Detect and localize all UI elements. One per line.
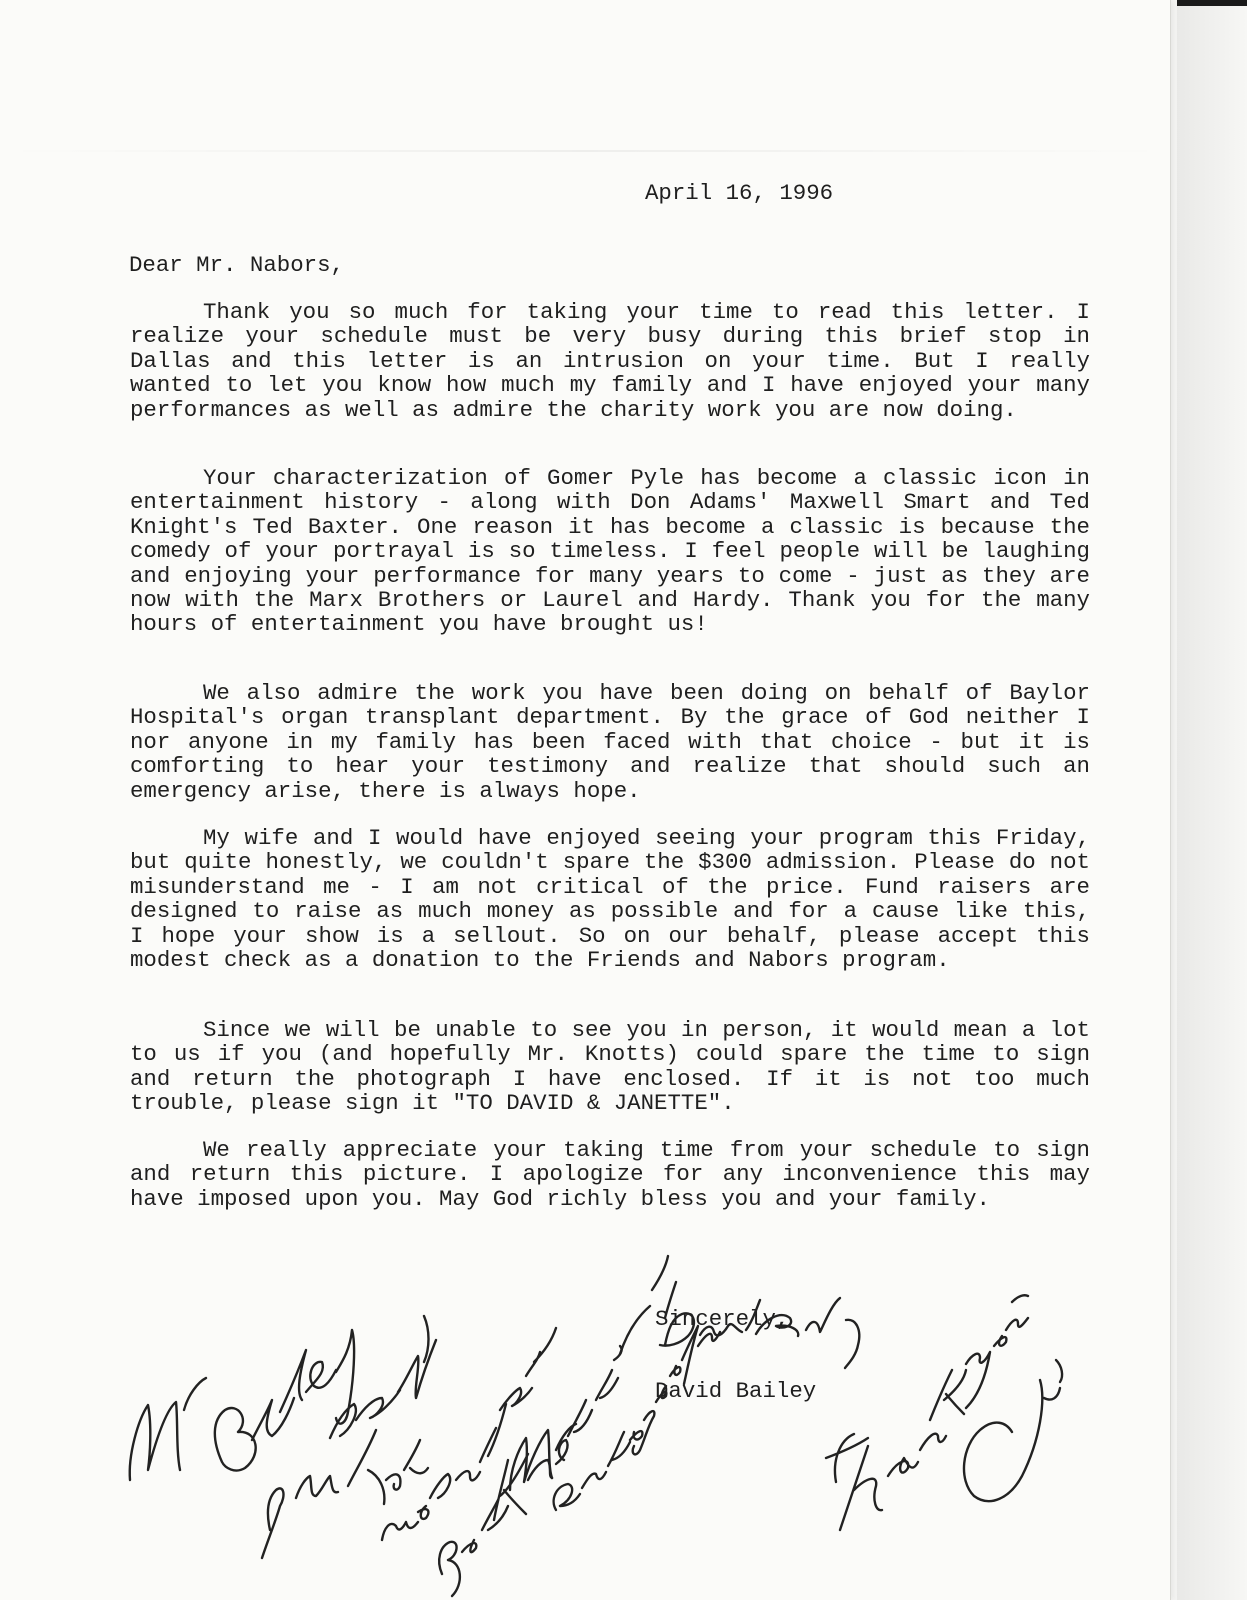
closing: Sincerely, xyxy=(655,1306,790,1332)
paragraph-photograph-request: Since we will be unable to see you in person, it would mean a lot to us if you (and hopefully Mr. Knotts) could spare the time to sign and return the photograph I have enclosed. If it is not too much trouble, please sign it "TO DAVID & JANETTE". xyxy=(130,1017,1090,1117)
note-get-mr xyxy=(439,1424,576,1596)
paragraph-baylor-hospital: We also admire the work you have been doing on behalf of Baylor Hospital's organ transplant department. By the grace of God neither I nor anyone in my family has been faced with that choice - but it is comforting to hear your testimony and realize that should such an emergency arise, there is always hope. xyxy=(130,680,1090,804)
note-mr xyxy=(130,1378,206,1480)
note-that xyxy=(348,1430,428,1504)
paragraph-intro: Thank you so much for taking your time to read this letter. I realize your schedule must be very busy during this brief stop in Dallas and this letter is an intrusion on your time. But I really wanted to let you know how much my family and I have enjoyed your many performances as well as admire the charity work you are now doing. xyxy=(130,299,1090,423)
note-knotts xyxy=(494,1346,622,1520)
paragraph-gomer-pyle: Your characterization of Gomer Pyle has become a classic icon in entertainment history - along with Don Adams' Maxwell Smart and Ted Knight's Ted Baxter. One reason it has become a classic is because the comedy of your portrayal is so timeless. I feel people will be laughing and enjoying your performance for many years to come - just as they are now with the Marx Brothers or Laurel and Hardy. Thank you for the many hours of entertainment you have brought us! xyxy=(130,465,1090,638)
paragraph-donation: My wife and I would have enjoyed seeing your program this Friday, but quite honestly, we couldn't spare the $300 admission. Please do not misunderstand me - I am not critical of the price. Fund raisers are designed to raise as much money as possible and for a cause like this, I hope your show is a sellout. So on our behalf, please accept this modest check as a donation to the Friends and Nabors program. xyxy=(130,825,1090,974)
signer-name: David Bailey xyxy=(655,1378,817,1404)
scanner-bed xyxy=(1177,0,1247,1600)
salutation: Dear Mr. Nabors, xyxy=(129,252,344,278)
note-initial-j xyxy=(964,1360,1062,1501)
scanner-edge xyxy=(1177,0,1247,6)
letter-date: April 16, 1996 xyxy=(645,180,834,206)
note-thank-you xyxy=(826,1295,1028,1530)
note-we-couldnt xyxy=(382,1328,556,1540)
note-im-sorry xyxy=(262,1316,436,1558)
paper-fold xyxy=(0,150,1170,152)
paragraph-appreciation: We really appreciate your taking time from your schedule to sign and return this picture. I apologize for any inconvenience this may have imposed upon you. May God richly bless you and your family. xyxy=(130,1137,1090,1212)
note-bailey xyxy=(215,1330,354,1470)
